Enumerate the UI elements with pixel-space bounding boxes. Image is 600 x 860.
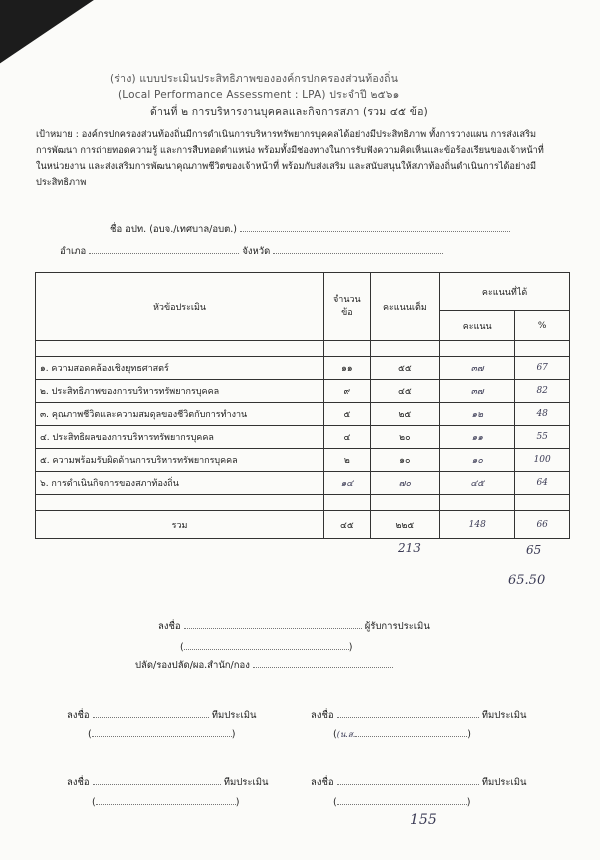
row-score[interactable]: ๑๒ [440, 403, 515, 426]
table-row [36, 472, 570, 495]
position-blank[interactable] [253, 658, 393, 668]
assessed-label: ผู้รับการประเมิน [364, 621, 430, 632]
sign-label: ลงชื่อ [311, 777, 334, 788]
header-subtitle: (Local Performance Assessment : LPA) ประจำปี ๒๕๖๑ [118, 89, 400, 101]
handwritten-bottom-note: 155 [410, 812, 437, 828]
province-label: จังหวัด [242, 246, 271, 257]
row-full: ๒๐ [370, 426, 440, 449]
org-name-label: ชื่อ อปท. (อบจ./เทศบาล/อบต.) [110, 224, 237, 235]
org-name-field[interactable] [110, 222, 510, 237]
assessed-name-line[interactable]: ( ) [180, 642, 353, 653]
row-score[interactable]: ๑๑ [440, 426, 515, 449]
total-score[interactable]: 148 [440, 511, 515, 539]
header-section: ด้านที่ ๒ การบริหารงานบุคคลและกิจการสภา (รวม ๔๕ ข้อ) [150, 106, 428, 118]
name-blank[interactable] [96, 795, 236, 805]
row-full: ๒๕ [370, 403, 440, 426]
row-score[interactable]: ๔๕ [440, 472, 515, 495]
team-name-3[interactable]: ( ) [92, 797, 240, 808]
row-percent[interactable]: 100 [515, 449, 570, 472]
total-count: ๔๕ [324, 511, 371, 539]
row-percent[interactable]: 82 [515, 380, 570, 403]
position-label: ปลัด/รองปลัด/ผอ.สำนัก/กอง [135, 660, 250, 671]
scan-corner-shadow [0, 0, 97, 82]
district-province-field[interactable] [60, 244, 443, 259]
header-obtained: คะแนนที่ได้ [440, 273, 570, 311]
row-topic: ๕. ความพร้อมรับผิดด้านการบริหารทรัพยากรบุคคล [36, 449, 324, 472]
header-percent: % [515, 311, 570, 341]
district-label: อำเภอ [60, 246, 87, 257]
handwritten-name: (น.ส. [336, 730, 356, 739]
team-name-4[interactable]: ( ) [333, 797, 471, 808]
team-sign-4[interactable] [311, 775, 526, 790]
signature-blank[interactable] [93, 708, 209, 718]
signature-blank[interactable] [337, 775, 479, 785]
row-score[interactable]: ๓๗ [440, 380, 515, 403]
row-full: ๗๐ [370, 472, 440, 495]
row-percent[interactable]: 48 [515, 403, 570, 426]
objective-paragraph [36, 127, 551, 191]
team-sign-1[interactable] [67, 708, 256, 723]
sign-label: ลงชื่อ [311, 710, 334, 721]
row-percent[interactable]: 67 [515, 357, 570, 380]
row-count: ๔ [324, 426, 371, 449]
name-blank[interactable] [92, 727, 232, 737]
table-row [36, 426, 570, 449]
team-name-2[interactable]: ((น.ส. ) [333, 729, 471, 740]
assessment-table [35, 272, 570, 539]
row-full: ๔๕ [370, 380, 440, 403]
name-blank[interactable] [337, 795, 467, 805]
position-line[interactable] [135, 658, 393, 673]
row-count: ๕ [324, 403, 371, 426]
objective-text: องค์กรปกครองส่วนท้องถิ่นมีการดำเนินการบริหารทรัพยากรบุคคลได้อย่างมีประสิทธิภาพ ทั้งการวางแผน การส่งเสริม การพัฒนา การถ่ายทอดความรู้ และการสืบทอดตำแหน่ง พร้อมทั้งมีช่องทางในการรับฟังความคิดเห็นและข้อร้องเรียนของเจ้าหน้าที่ในหน่วยงาน และส่งเสริมการพัฒนาคุณภาพชีวิตของเจ้าหน้าที่ พร้อมกับส่งเสริม และสนับสนุนให้สภาท้องถิ่นดำเนินการได้อย่างมีประสิทธิภาพ [36, 129, 544, 188]
row-score[interactable]: ๑๐ [440, 449, 515, 472]
district-blank[interactable] [89, 244, 239, 254]
header-full: คะแนนเต็ม [370, 273, 440, 341]
handwritten-total-note: 213 [398, 541, 421, 555]
row-topic: ๓. คุณภาพชีวิตและความสมดุลของชีวิตกับการทำงาน [36, 403, 324, 426]
total-label: รวม [36, 511, 324, 539]
row-count: ๙ [324, 380, 371, 403]
table-row [36, 403, 570, 426]
row-topic: ๖. การดำเนินกิจการของสภาท้องถิ่น [36, 472, 324, 495]
row-score[interactable]: ๓๗ [440, 357, 515, 380]
team-label: ทีมประเมิน [481, 777, 527, 788]
org-name-blank[interactable] [240, 222, 510, 232]
table-row [36, 357, 570, 380]
team-label: ทีมประเมิน [211, 710, 257, 721]
team-sign-2[interactable] [311, 708, 526, 723]
row-full: ๑๐ [370, 449, 440, 472]
assessed-signature-line[interactable] [158, 619, 430, 634]
table-total-row [36, 511, 570, 539]
total-full: ๒๒๕ [370, 511, 440, 539]
total-percent[interactable]: 66 [515, 511, 570, 539]
header-score: คะแนน [440, 311, 515, 341]
handwritten-note-right: 65 [526, 543, 542, 557]
team-label: ทีมประเมิน [481, 710, 527, 721]
row-topic: ๒. ประสิทธิภาพของการบริหารทรัพยากรบุคคล [36, 380, 324, 403]
row-percent[interactable]: 55 [515, 426, 570, 449]
sign-label: ลงชื่อ [158, 621, 181, 632]
sign-label: ลงชื่อ [67, 710, 90, 721]
row-percent[interactable]: 64 [515, 472, 570, 495]
name-blank[interactable] [355, 727, 467, 737]
row-count: ๒ [324, 449, 371, 472]
header-title: (ร่าง) แบบประเมินประสิทธิภาพขององค์กรปกครองส่วนท้องถิ่น [110, 73, 399, 85]
signature-blank[interactable] [184, 619, 362, 629]
team-sign-3[interactable] [67, 775, 268, 790]
table-row [36, 380, 570, 403]
row-count: ๑๔ [324, 472, 371, 495]
province-blank[interactable] [273, 244, 443, 254]
header-count: จำนวนข้อ [324, 273, 371, 341]
handwritten-note-right-2: 65.50 [508, 573, 546, 588]
table-row [36, 449, 570, 472]
row-full: ๕๕ [370, 357, 440, 380]
sign-label: ลงชื่อ [67, 777, 90, 788]
signature-blank[interactable] [93, 775, 221, 785]
team-name-1[interactable]: ( ) [88, 729, 236, 740]
objective-label: เป้าหมาย : [36, 129, 79, 140]
row-count: ๑๑ [324, 357, 371, 380]
signature-blank[interactable] [337, 708, 479, 718]
name-blank[interactable] [184, 640, 349, 650]
header-topic: หัวข้อประเมิน [36, 273, 324, 341]
team-label: ทีมประเมิน [223, 777, 269, 788]
row-topic: ๑. ความสอดคล้องเชิงยุทธศาสตร์ [36, 357, 324, 380]
row-topic: ๔. ประสิทธิผลของการบริหารทรัพยากรบุคคล [36, 426, 324, 449]
